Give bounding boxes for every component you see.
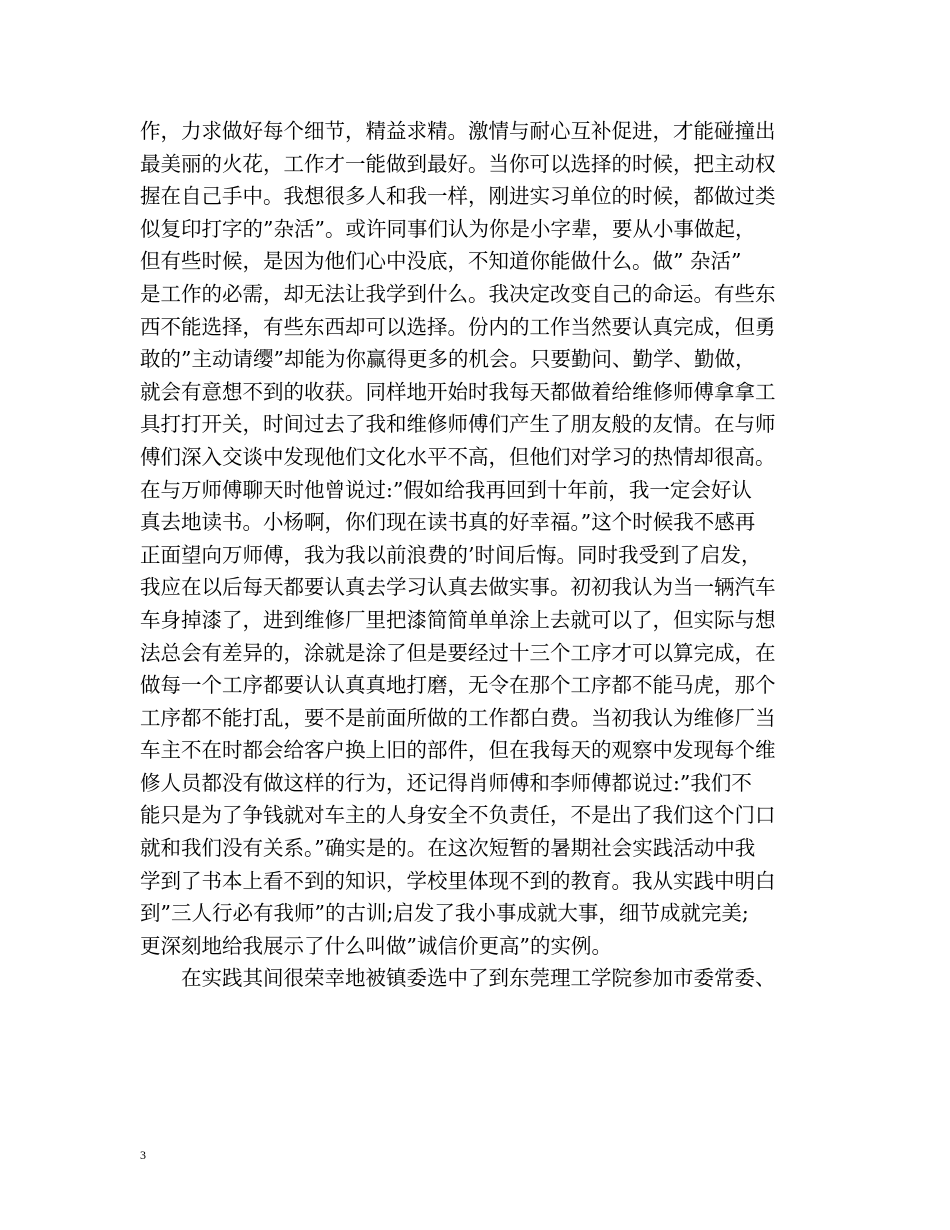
text-line: 最美丽的火花，工作才一能做到最好。当你可以选择的时候，把主动权 — [140, 151, 776, 176]
text-line: 傅们深入交谈中发现他们文化水平不高，但他们对学习的热情却很高。 — [140, 444, 776, 469]
text-line: 在与万师傅聊天时他曾说过:”假如给我再回到十年前，我一定会好认 — [140, 477, 752, 502]
text-line: 正面望向万师傅，我为我以前浪费的’时间后悔。同时我受到了启发， — [140, 542, 762, 567]
text-line: 更深刻地给我展示了什么叫做”诚信价更高”的实例。 — [140, 933, 612, 958]
text-line: 能只是为了争钱就对车主的人身安全不负责任，不是出了我们这个门口 — [140, 803, 776, 828]
text-line: 法总会有差异的，涂就是涂了但是要经过十三个工序才可以算完成，在 — [140, 640, 776, 665]
text-line: 但有些时候，是因为他们心中没底，不知道你能做什么。做” 杂活” — [140, 249, 742, 274]
text-line: 是工作的必需，却无法让我学到什么。我决定改变自己的命运。有些东 — [140, 281, 776, 306]
text-line: 敢的”主动请缨”却能为你赢得更多的机会。只要勤问、勤学、勤做， — [140, 347, 756, 372]
text-line: 车主不在时都会给客户换上旧的部件，但在我每天的观察中发现每个维 — [140, 738, 776, 763]
page-number: 3 — [140, 1148, 146, 1162]
paragraph-start-line: 在实践其间很荣幸地被镇委选中了到东莞理工学院参加市委常委、 — [181, 966, 776, 991]
text-line: 学到了书本上看不到的知识，学校里体现不到的教育。我从实践中明白 — [140, 868, 776, 893]
text-line: 修人员都没有做这样的行为，还记得肖师傅和李师傅都说过:”我们不 — [140, 770, 752, 795]
text-line: 西不能选择，有些东西却可以选择。份内的工作当然要认真完成，但勇 — [140, 314, 776, 339]
text-line: 真去地读书。小杨啊，你们现在读书真的好幸福。”这个时候我不感再 — [140, 510, 756, 535]
body-text — [140, 115, 820, 995]
text-line: 做每一个工序都要认认真真地打磨，无令在那个工序都不能马虎，那个 — [140, 673, 776, 698]
text-line: 作，力求做好每个细节，精益求精。激情与耐心互补促进，才能碰撞出 — [140, 119, 776, 143]
text-line: 就和我们没有关系。”确实是的。在这次短暂的暑期社会实践活动中我 — [140, 836, 756, 861]
text-line: 握在自己手中。我想很多人和我一样，刚进实习单位的时候，都做过类 — [140, 184, 776, 209]
text-line: 工序都不能打乱，要不是前面所做的工作都白费。当初我认为维修厂当 — [140, 705, 776, 730]
text-line: 具打打开关，时间过去了我和维修师傅们产生了朋友般的友情。在与师 — [140, 412, 776, 437]
text-line: 到”三人行必有我师”的古训;启发了我小事成就大事，细节成就完美; — [140, 901, 749, 926]
text-line: 车身掉漆了，进到维修厂里把漆简简单单涂上去就可以了，但实际与想 — [140, 607, 776, 632]
text-line: 就会有意想不到的收获。同样地开始时我每天都做着给维修师傅拿拿工 — [140, 379, 776, 404]
text-line: 我应在以后每天都要认真去学习认真去做实事。初初我认为当一辆汽车 — [140, 575, 776, 600]
text-line: 似复印打字的”杂活”。或许同事们认为你是小字辈，要从小事做起， — [140, 216, 756, 241]
